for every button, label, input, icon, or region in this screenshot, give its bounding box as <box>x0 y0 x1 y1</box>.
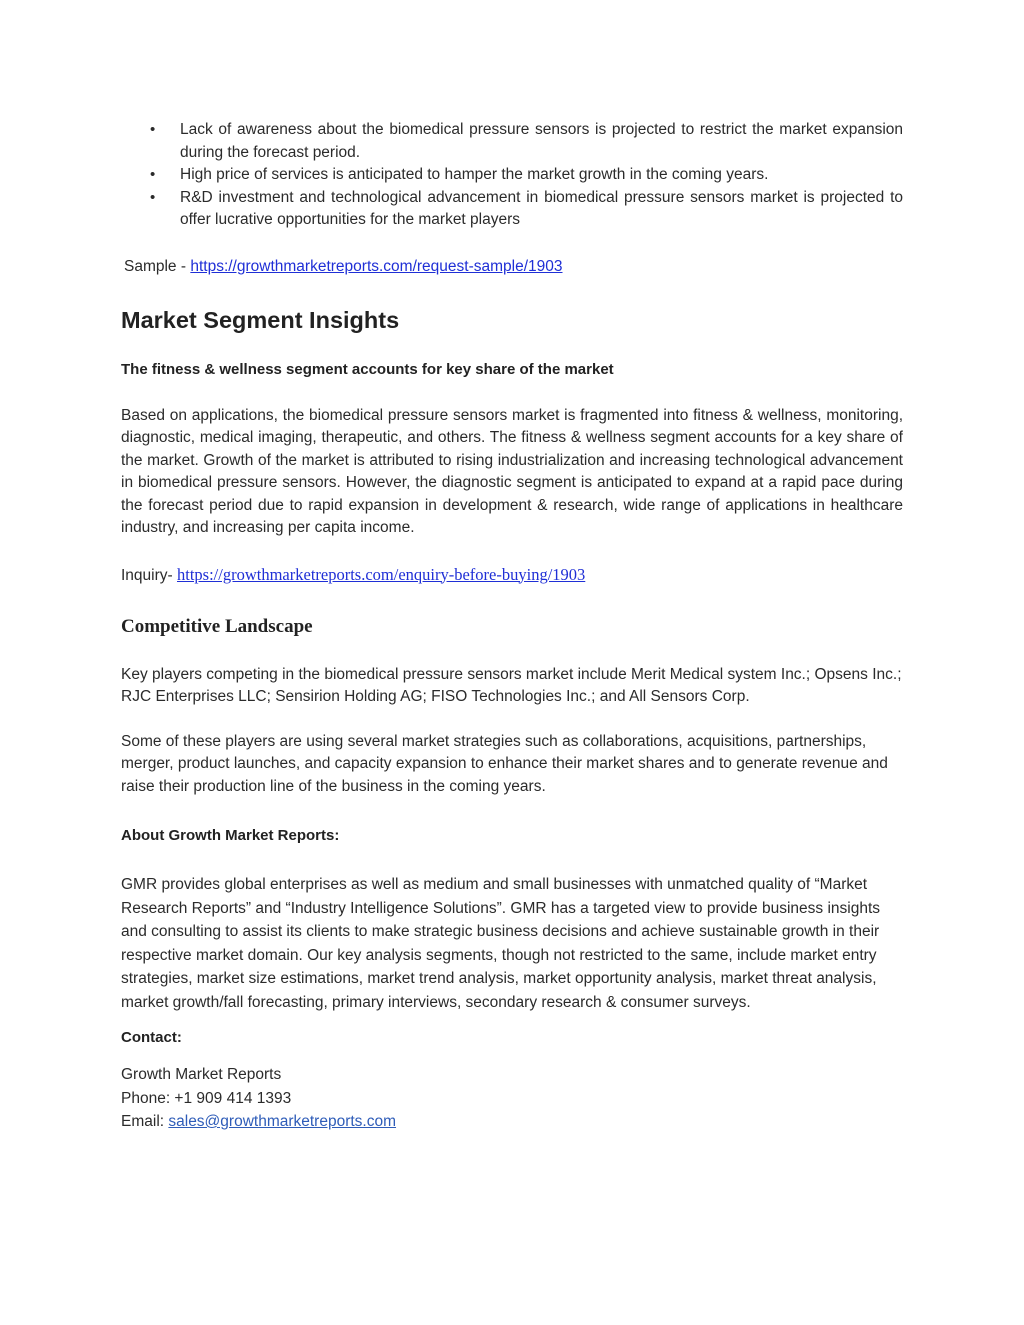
sample-label: Sample - <box>124 257 191 275</box>
bullet-text: Lack of awareness about the biomedical pressure sensors is projected to restrict the market expansion during the forecast period. <box>180 121 903 161</box>
contact-email-link[interactable]: sales@growthmarketreports.com <box>168 1113 397 1130</box>
inquiry-line <box>121 564 903 587</box>
contact-phone: Phone: +1 909 414 1393 <box>121 1089 292 1107</box>
bullet-text: R&D investment and technological advancement in biomedical pressure sensors market is projected to offer lucrative opportunities for the market players <box>180 188 903 228</box>
bullet-icon: • <box>150 166 156 183</box>
bullet-icon: • <box>150 121 156 138</box>
inquiry-link[interactable]: https://growthmarketreports.com/enquiry-before-buying/1903 <box>177 564 586 584</box>
contact-company: Growth Market Reports <box>121 1066 282 1083</box>
market-segment-subheading: The fitness & wellness segment accounts for key share of the market <box>121 360 614 378</box>
bullet-list <box>121 119 903 232</box>
competitive-heading: Competitive Landscape <box>121 615 313 637</box>
about-paragraph: GMR provides global enterprises as well as medium and small businesses with unmatched quality of “Market Research Reports” and “Industry Intelligence Solutions”. GMR has a targeted view to provide business insights and consulting to assist its clients to make strategic business decisions and achieve sustainable growth in their respective market domain. Our key analysis segments, though not restricted to the same, include market entry strategies, market size estimations, market trend analysis, market opportunity analysis, market threat analysis, market growth/fall forecasting, primary interviews, secondary research & consumer surveys. <box>121 876 881 1011</box>
market-segment-heading: Market Segment Insights <box>121 306 400 333</box>
contact-email-label: Email: <box>121 1113 169 1130</box>
sample-link[interactable]: https://growthmarketreports.com/request-sample/1903 <box>190 257 563 275</box>
about-heading: About Growth Market Reports: <box>121 827 340 844</box>
contact-email-line <box>121 1110 903 1134</box>
competitive-paragraph-1: Key players competing in the biomedical pressure sensors market include Merit Medical system Inc.; Opsens Inc.; RJC Enterprises LLC; Sensirion Holding AG; FISO Technologies Inc.; and All Sensors Corp. <box>121 665 902 705</box>
market-segment-paragraph: Based on applications, the biomedical pressure sensors market is fragmented into fitness & wellness, monitoring, diagnostic, medical imaging, therapeutic, and others. The fitness & wellness segment accounts for a key share of the market. Growth of the market is attributed to rising industrialization and increasing technological advancement in biomedical pressure sensors. However, the diagnostic segment is anticipated to expand at a rapid pace during the forecast period due to rapid expansion in development & research, wide range of applications in healthcare industry, and increasing per capita income. <box>121 406 903 536</box>
contact-heading: Contact: <box>121 1029 182 1046</box>
bullet-item <box>121 164 903 187</box>
sample-line <box>121 256 903 278</box>
contact-block <box>121 1063 903 1134</box>
inquiry-label: Inquiry- <box>121 566 177 584</box>
bullet-icon: • <box>150 188 156 206</box>
bullet-item <box>121 187 903 232</box>
bullet-item <box>121 119 903 164</box>
bullet-text: High price of services is anticipated to hamper the market growth in the coming years. <box>180 166 769 183</box>
competitive-paragraph-2: Some of these players are using several market strategies such as collaborations, acquisitions, partnerships, merger, product launches, and capacity expansion to enhance their market shares and to generate revenue and raise their production line of the business in the coming years. <box>121 732 888 795</box>
document-page <box>121 119 903 1134</box>
